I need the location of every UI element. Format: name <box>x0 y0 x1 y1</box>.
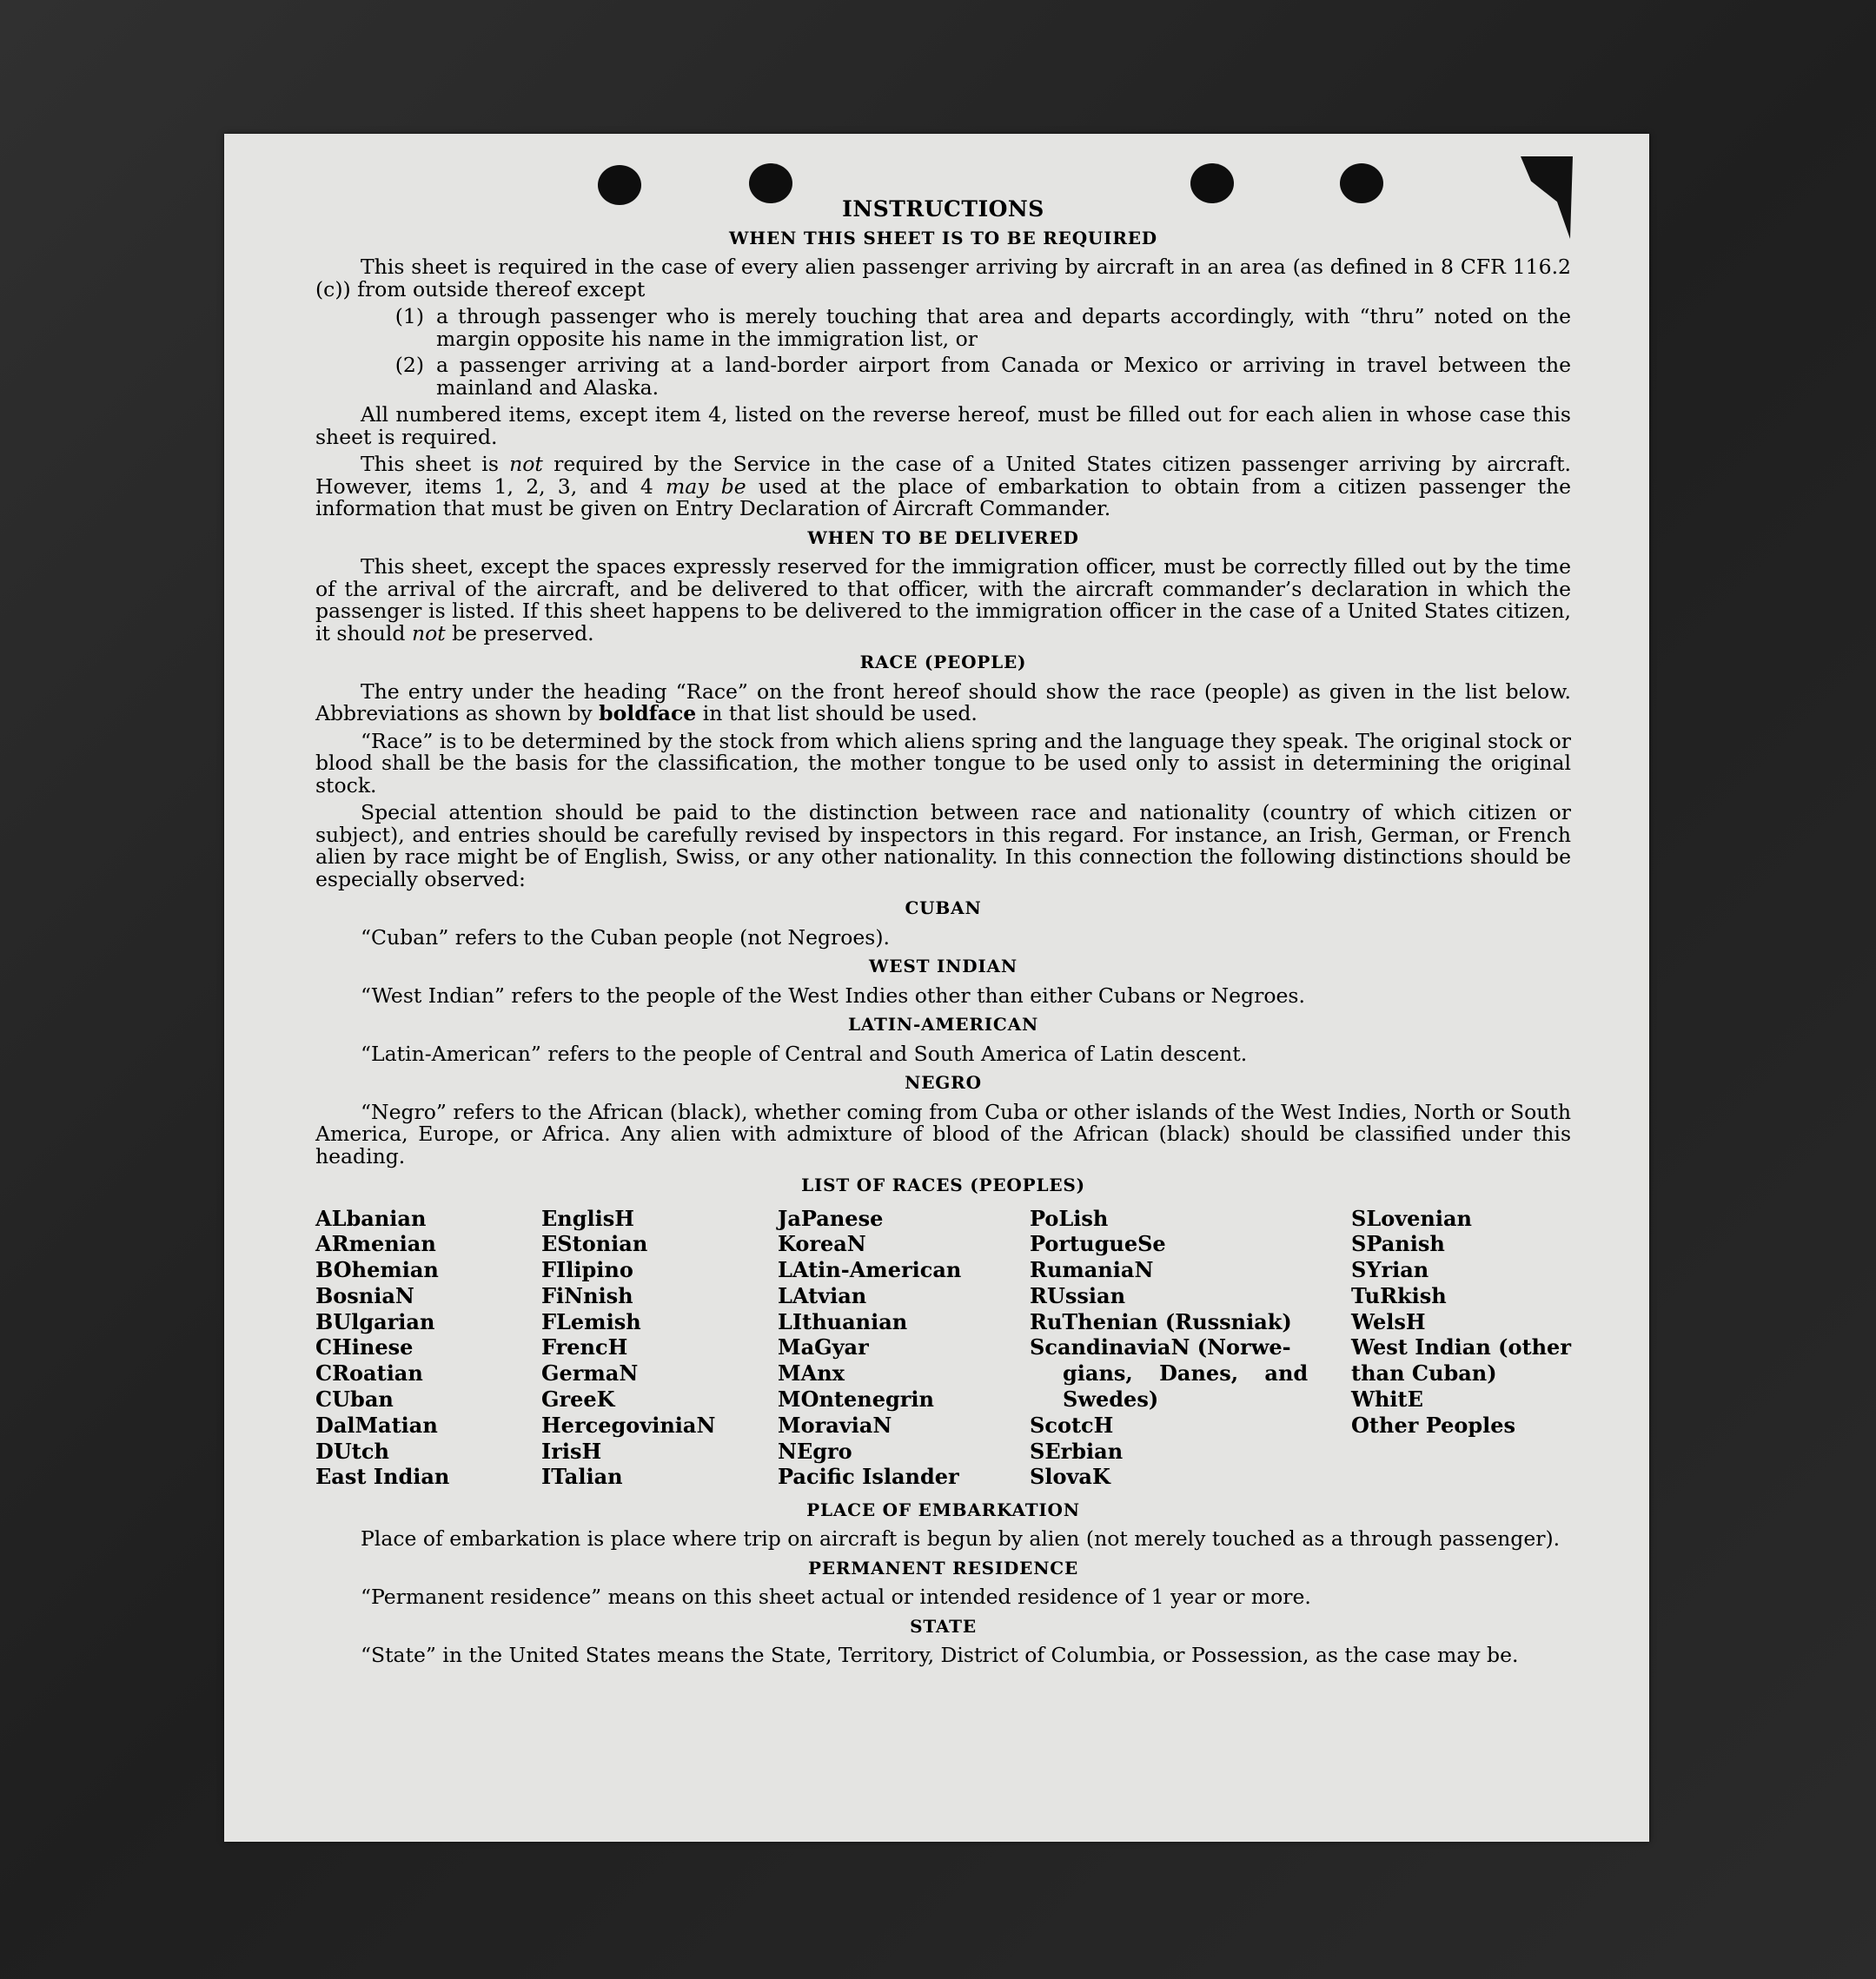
race-entry: WelsH <box>1351 1308 1426 1334</box>
races-column-1 <box>315 1206 533 1491</box>
paragraph: “Permanent residence” means on this sheet actual or intended residence of 1 year or more. <box>361 1585 1311 1609</box>
section-heading-latin-american: LATIN-AMERICAN <box>847 1014 1039 1035</box>
race-entry: PortugueSe <box>1030 1231 1166 1257</box>
list-item <box>315 306 1571 350</box>
section-heading-required: WHEN THIS SHEET IS TO BE REQUIRED <box>729 227 1157 248</box>
race-entry: WhitE <box>1351 1387 1423 1413</box>
exception-list <box>315 306 1571 399</box>
race-entry: FiNnish <box>541 1282 633 1308</box>
race-entry: BosniaN <box>315 1282 414 1308</box>
race-entry: GreeK <box>541 1387 615 1413</box>
race-entry: ScandinaviaN (Norwe- <box>1030 1334 1291 1360</box>
race-entry: East Indian <box>315 1464 450 1490</box>
race-entry-continued: gians, Danes, and <box>1063 1360 1309 1387</box>
paragraph: “Latin-American” refers to the people of Central and South America of Latin descent. <box>361 1041 1248 1066</box>
race-entry: MOntenegrin <box>778 1387 934 1413</box>
italic-text: not <box>411 620 446 645</box>
item-number: (2) <box>394 353 424 377</box>
races-column-3 <box>778 1206 1021 1491</box>
italic-text: not <box>509 452 543 476</box>
paragraph <box>315 556 1571 645</box>
text-run: This sheet, except the spaces expressly reserved for the immigration officer, must be correctly filled out by the time of the arrival of the aircraft, and be delivered to that officer, with the aircraft commander’s declaration in which the passenger is listed. If this sheet happens to be delivered to the immigration officer in the case of a United States citizen, it should <box>315 554 1571 645</box>
race-entry: NEgro <box>778 1438 852 1464</box>
text-run: The entry under the heading “Race” on the front hereof should show the race (people) as given in the list below. Abbreviations as shown by <box>315 678 1571 725</box>
race-entry: West Indian (other <box>1351 1334 1571 1360</box>
race-entry: MaGyar <box>778 1334 869 1360</box>
document-body <box>315 198 1571 1672</box>
section-heading-list-of-races: LIST OF RACES (PEOPLES) <box>801 1175 1085 1195</box>
paragraph: “West Indian” refers to the people of the West Indies other than either Cubans or Negroes. <box>361 983 1305 1008</box>
race-entry: FLemish <box>541 1308 641 1334</box>
text-run: used at the place of embarkation to obtain from a citizen passenger the information that must be given on Entry Declaration of Aircraft Commander. <box>315 473 1571 520</box>
race-entry: SYrian <box>1351 1257 1429 1283</box>
race-entry: EnglisH <box>541 1205 634 1231</box>
item-number: (1) <box>394 304 424 328</box>
section-heading-race: RACE (PEOPLE) <box>859 652 1027 672</box>
race-entry: SLovenian <box>1351 1205 1472 1231</box>
paragraph: Place of embarkation is place where trip on aircraft is begun by alien (not merely touched as a through passenger). <box>361 1526 1561 1551</box>
race-entry: FrencH <box>541 1334 628 1360</box>
text-run: be preserved. <box>445 620 594 645</box>
race-entry: ITalian <box>541 1464 623 1490</box>
race-entry: RUssian <box>1030 1282 1126 1308</box>
text-run: This sheet is <box>361 452 510 476</box>
race-entry: CHinese <box>315 1334 414 1360</box>
race-entry-continued: Swedes) <box>1063 1387 1159 1413</box>
section-heading-state: STATE <box>910 1615 977 1637</box>
paragraph: Special attention should be paid to the distinction between race and nationality (country of which citizen or subject), and entries should be carefully revised by inspectors in this regard. For instance, an Irish, German, or French alien by race might be of English, Swiss, or any other nationality. In this connection the following distinctions should be especially observed: <box>315 800 1571 891</box>
race-entry: FIlipino <box>541 1257 633 1283</box>
race-entry: KoreaN <box>778 1231 866 1257</box>
race-entry: MAnx <box>778 1360 845 1387</box>
race-entry: ScotcH <box>1030 1412 1114 1438</box>
list-item <box>315 354 1571 399</box>
race-entry: LAtin-American <box>778 1257 962 1283</box>
paragraph <box>315 678 1571 725</box>
paragraph <box>315 453 1571 520</box>
section-heading-negro: NEGRO <box>905 1072 982 1093</box>
italic-text: may be <box>665 473 746 499</box>
section-heading-delivered: WHEN TO BE DELIVERED <box>807 526 1079 548</box>
race-entry: BUlgarian <box>315 1308 435 1334</box>
race-entry: SPanish <box>1351 1231 1445 1257</box>
race-entry: JaPanese <box>778 1205 884 1231</box>
races-column-5 <box>1351 1206 1577 1439</box>
race-entry: BOhemian <box>315 1257 439 1283</box>
page-title: INSTRUCTIONS <box>842 196 1044 222</box>
race-entry: IrisH <box>541 1438 602 1464</box>
section-heading-embarkation: PLACE OF EMBARKATION <box>806 1499 1080 1520</box>
paragraph: All numbered items, except item 4, listed on the reverse hereof, must be filled out for each alien in whose case this sheet is required. <box>315 402 1571 449</box>
race-entry: ALbanian <box>315 1205 427 1231</box>
races-column-2 <box>541 1206 767 1491</box>
race-entry: EStonian <box>541 1231 648 1257</box>
paragraph: “Negro” refers to the African (black), whether coming from Cuba or other islands of the West Indies, North or South America, Europe, or Africa. Any alien with admixture of blood of the African (black) should be classified under this heading. <box>315 1099 1571 1168</box>
paragraph: “Race” is to be determined by the stock from which aliens spring and the language they speak. The original stock or blood shall be the basis for the classification, the mother tongue to be used only to assist in determining the original stock. <box>315 728 1571 798</box>
race-entry: TuRkish <box>1351 1282 1447 1308</box>
race-entry: LAtvian <box>778 1282 867 1308</box>
races-table <box>315 1206 1571 1493</box>
text-run: in that list should be used. <box>696 701 978 725</box>
section-heading-residence: PERMANENT RESIDENCE <box>807 1557 1079 1579</box>
race-entry: Pacific Islander <box>778 1464 959 1490</box>
race-entry: SErbian <box>1030 1438 1124 1464</box>
race-entry: RumaniaN <box>1030 1257 1154 1283</box>
race-entry: MoraviaN <box>778 1412 892 1438</box>
race-entry: HercegoviniaN <box>541 1412 716 1438</box>
race-entry: CUban <box>315 1387 394 1413</box>
bold-text: boldface <box>599 701 697 725</box>
text-run: required by the Service in the case of a United States citizen passenger arriving by aircraft. However, items 1, 2, 3, and 4 <box>315 452 1571 499</box>
races-column-4 <box>1030 1205 1309 1491</box>
paragraph: “State” in the United States means the State, Territory, District of Columbia, or Possession, as the case may be. <box>361 1643 1519 1667</box>
race-entry: LIthuanian <box>778 1308 908 1334</box>
race-entry: CRoatian <box>315 1360 423 1387</box>
race-entry: GermaN <box>541 1360 639 1387</box>
paragraph: This sheet is required in the case of every alien passenger arriving by aircraft in an area (as defined in 8 CFR 116.2 (c)) from outside thereof except <box>315 255 1571 301</box>
section-heading-cuban: CUBAN <box>905 897 982 918</box>
item-text: a passenger arriving at a land-border airport from Canada or Mexico or arriving in travel between the mainland and Alaska. <box>436 353 1571 400</box>
item-text: a through passenger who is merely touching that area and departs accordingly, with “thru” noted on the margin opposite his name in the immigration list, or <box>436 304 1571 351</box>
race-entry: DalMatian <box>315 1412 438 1438</box>
paragraph: “Cuban” refers to the Cuban people (not Negroes). <box>361 924 891 950</box>
race-entry-continued: than Cuban) <box>1351 1360 1497 1387</box>
section-heading-west-indian: WEST INDIAN <box>869 956 1018 976</box>
race-entry: ARmenian <box>315 1231 436 1257</box>
race-entry: Other Peoples <box>1351 1412 1516 1438</box>
race-entry: DUtch <box>315 1438 389 1464</box>
race-entry: RuThenian (Russniak) <box>1030 1308 1292 1334</box>
race-entry: SlovaK <box>1030 1464 1110 1490</box>
race-entry: PoLish <box>1030 1205 1109 1231</box>
